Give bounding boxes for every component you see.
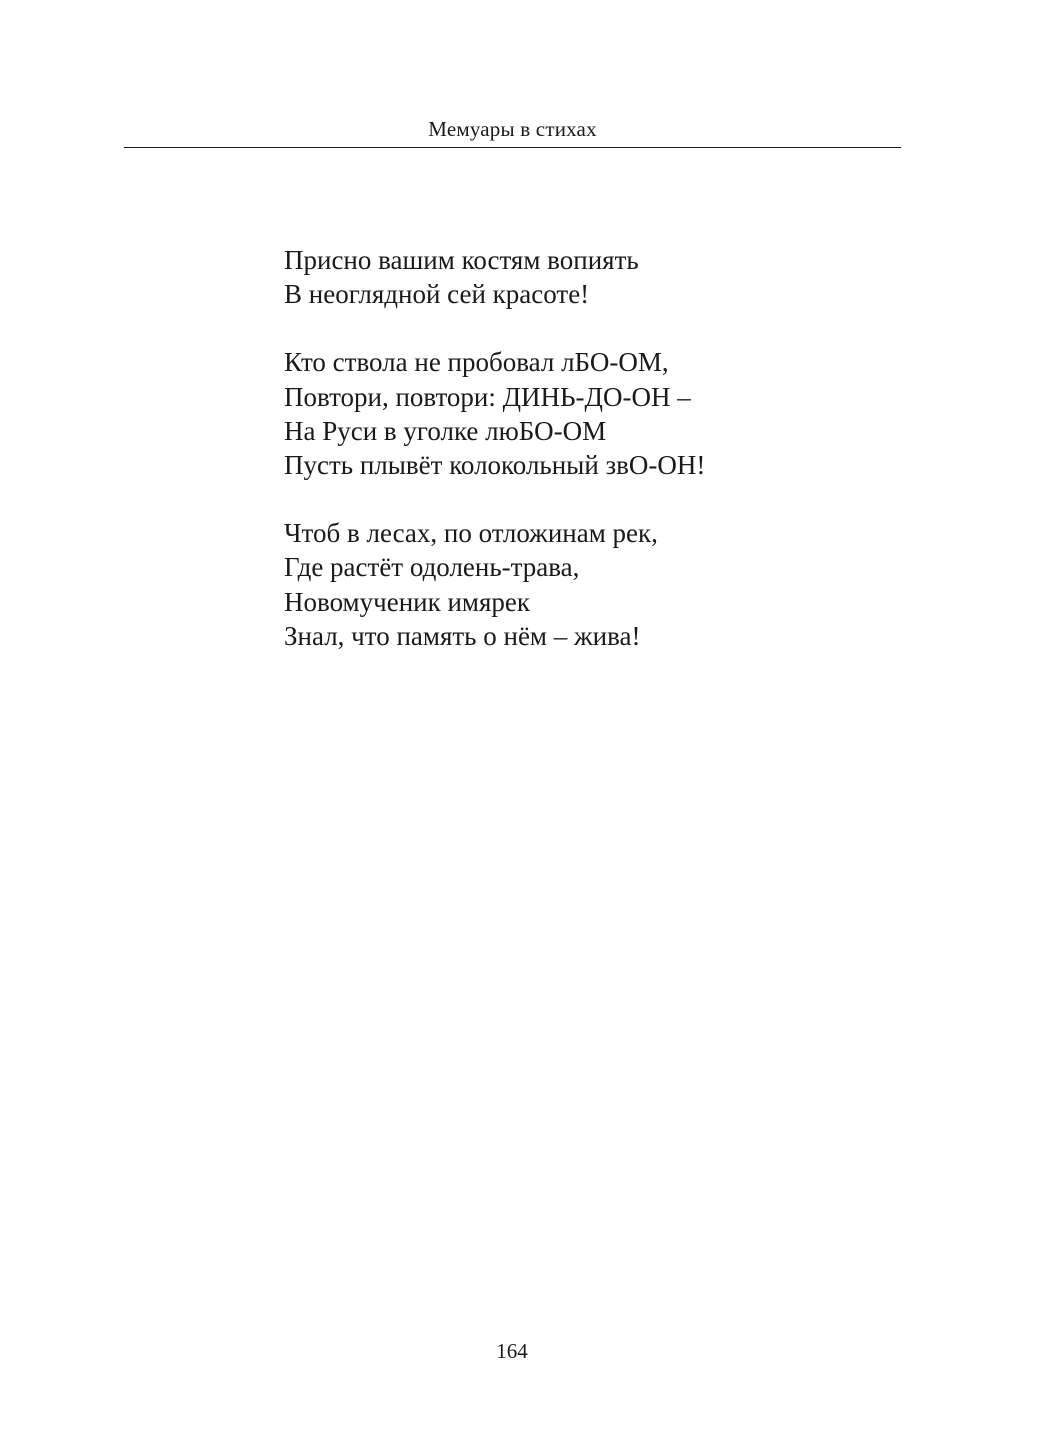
page-number: 164 [496,1339,528,1363]
verse-line: В неоглядной сей красоте! [284,279,590,310]
verse-line: На Руси в уголке люБО-ОМ [284,415,607,446]
verse-line: Знал, что память о нём – жива! [284,620,641,651]
verse-line: Кто ствола не пробовал лБО-ОМ, [284,347,669,378]
poem [284,243,924,687]
stanza-3 [284,516,924,653]
running-header: Мемуары в стихах [428,117,597,141]
header-rule [124,147,901,148]
verse-line: Повтори, повтори: ДИНЬ-ДО-ОН – [284,381,691,412]
stanza-2 [284,345,924,482]
verse-line: Присно вашим костям вопиять [284,245,639,275]
verse-line: Где растёт одолень-трава, [284,552,580,583]
verse-line: Новомученик имярек [284,586,531,617]
verse-line: Чтоб в лесах, по отложинам рек, [284,518,658,549]
stanza-1 [284,243,924,311]
verse-line: Пусть плывёт колокольный звО-ОН! [284,450,706,481]
